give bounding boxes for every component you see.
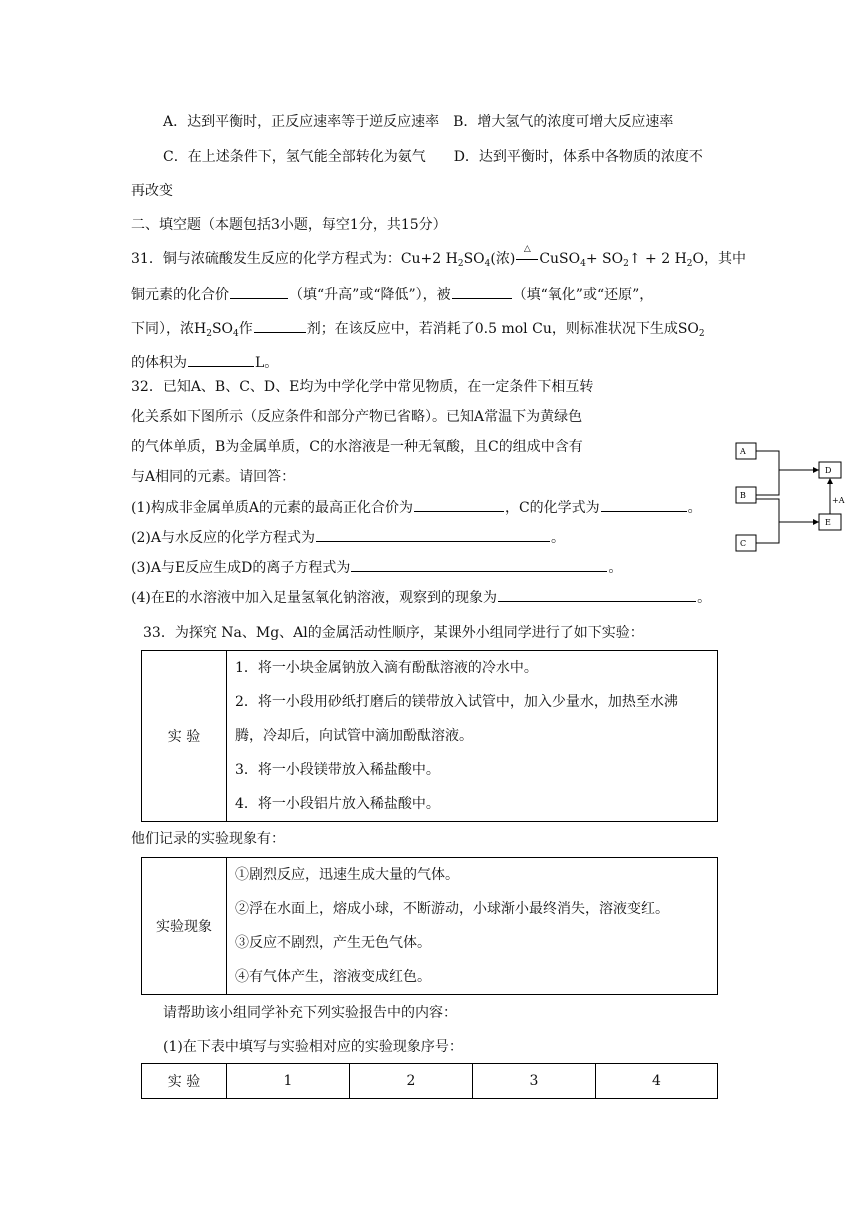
transformation-diagram (735, 440, 847, 558)
experiment-steps (227, 651, 718, 822)
help-text: 请帮助该小组同学补充下列实验报告中的内容： (163, 1005, 457, 1021)
record-text: 他们记录的实验现象有： (131, 831, 285, 847)
experiment-step: 4．将一小段铝片放入稀盐酸中。 (235, 796, 440, 812)
answer-blank[interactable] (498, 587, 696, 602)
experiment-label: 实 验 (142, 651, 227, 822)
observation-list (227, 858, 718, 995)
label-c: C (740, 539, 747, 548)
q32-stem-3: 的气体单质，B为金属单质，C的水溶液是一种无氧酸，且C的组成中含有 (131, 439, 583, 455)
q31-text: (浓) (490, 251, 516, 267)
q31-text: 铜元素的化合价 (131, 287, 229, 303)
q32-stem-2: 化关系如下图所示（反应条件和部分产物已省略）。已知A常温下为黄绿色 (131, 409, 583, 425)
answer-table-label: 实 验 (142, 1064, 227, 1099)
label-b: B (740, 491, 746, 500)
subscript: 2 (457, 259, 464, 269)
q30-option-cd: C．在上述条件下，氢气能全部转化为氨气 D．达到平衡时，体系中各物质的浓度不 (163, 149, 703, 165)
q32-sub1 (131, 497, 702, 518)
experiment-table (141, 650, 718, 822)
q32-sub4 (131, 587, 711, 608)
q32-sub3 (131, 557, 622, 578)
subscript: 4 (233, 329, 239, 339)
q32-text: 。 (608, 560, 623, 576)
q31-text: 的体积为 (131, 355, 187, 371)
q30-option-ab: A．达到平衡时，正反应速率等于逆反应速率 B．增大氢气的浓度可增大反应速率 (163, 114, 674, 130)
q32-text: (1)构成非金属单质A的元素的最高正化合价为 (131, 500, 413, 516)
q33-intro: 33．为探究 Na、Mg、Al的金属活动性顺序，某课外小组同学进行了如下实验： (143, 625, 644, 641)
label-e: E (825, 518, 831, 527)
experiment-step: 2．将一小段用砂纸打磨后的镁带放入试管中，加入少量水，加热至水沸 (235, 694, 678, 710)
q31-line4 (131, 352, 278, 373)
experiment-step: 腾，冷却后，向试管中滴加酚酞溶液。 (235, 728, 473, 744)
box-b (736, 487, 756, 503)
q32-stem-1: 32．已知A、B、C、D、E均为中学化学中常见物质，在一定条件下相互转 (131, 379, 594, 395)
subscript: 4 (484, 259, 491, 269)
q32-text: 。 (550, 530, 565, 546)
answer-blank[interactable] (316, 527, 550, 542)
q31-text: 剂；在该反应中，若消耗了0.5 mol Cu，则标准状况下生成SO (306, 321, 699, 337)
observation-item: ④有气体产生，溶液变成红色。 (235, 969, 431, 985)
q31-text: L。 (255, 355, 279, 371)
connector-c-e (756, 522, 779, 543)
reaction-arrow (515, 244, 539, 269)
heat-condition: △ (523, 244, 531, 254)
q31-text: SO (463, 251, 485, 267)
observation-label: 实验现象 (142, 858, 227, 995)
answer-col-2[interactable]: 2 (350, 1064, 473, 1099)
q32-text: (2)A与水反应的化学方程式为 (131, 530, 315, 546)
answer-blank[interactable] (351, 557, 607, 572)
answer-blank[interactable] (254, 318, 306, 333)
q31-text: + SO (585, 251, 624, 267)
answer-table (141, 1063, 718, 1099)
connector-b-e (756, 499, 819, 522)
observation-item: ②浮在水面上，熔成小球，不断游动，小球渐小最终消失，溶液变红。 (235, 901, 669, 917)
label-a: A (740, 447, 746, 456)
answer-col-3[interactable]: 3 (473, 1064, 596, 1099)
connector-b-d (756, 470, 779, 495)
answer-blank[interactable] (230, 284, 288, 299)
q31-text: ↑ + 2 H (628, 251, 687, 267)
q31-text: SO (211, 321, 234, 337)
label-plus-a: +A (832, 496, 845, 505)
q31-line1 (131, 244, 746, 274)
subscript: 2 (206, 329, 212, 339)
section-header: 二、填空题（本题包括3小题，每空1分，共15分） (131, 217, 447, 233)
q32-stem-4: 与A相同的元素。请回答： (131, 469, 296, 485)
q31-text: O，其中 (692, 251, 746, 267)
answer-col-4[interactable]: 4 (596, 1064, 718, 1099)
q32-text: (3)A与E反应生成D的离子方程式为 (131, 560, 351, 576)
q33-sub1: (1)在下表中填写与实验相对应的实验现象序号： (163, 1039, 463, 1055)
answer-blank[interactable] (452, 284, 512, 299)
q31-text: 下同），浓H (131, 321, 207, 337)
observation-table (141, 857, 718, 995)
answer-blank[interactable] (188, 352, 254, 367)
q31-text: CuSO (539, 251, 581, 267)
subscript: 2 (623, 259, 629, 269)
q31-line2 (131, 284, 653, 305)
label-d: D (825, 466, 832, 475)
q31-text: （填“氧化”或“还原”， (512, 287, 654, 303)
answer-col-1[interactable]: 1 (227, 1064, 350, 1099)
connector-a-d (756, 451, 819, 470)
subscript: 2 (686, 259, 693, 269)
q31-text: 31．铜与浓硫酸发生反应的化学方程式为：Cu+2 H (131, 251, 458, 267)
observation-item: ③反应不剧烈，产生无色气体。 (235, 935, 431, 951)
q31-text: 作 (238, 321, 253, 337)
q31-line3 (131, 318, 705, 344)
subscript: 4 (580, 259, 586, 269)
q32-text: 。 (697, 590, 712, 606)
answer-blank[interactable] (601, 497, 687, 512)
q32-sub2 (131, 527, 565, 548)
observation-item: ①剧烈反应，迅速生成大量的气体。 (235, 867, 459, 883)
q32-text: (4)在E的水溶液中加入足量氢氧化钠溶液，观察到的现象为 (131, 590, 498, 606)
q32-text: ，C的化学式为 (504, 500, 600, 516)
q32-text: 。 (687, 500, 702, 516)
q30-option-cd-cont: 再改变 (131, 183, 173, 199)
subscript: 2 (698, 329, 705, 339)
experiment-step: 3．将一小段镁带放入稀盐酸中。 (235, 762, 440, 778)
experiment-step: 1．将一小块金属钠放入滴有酚酞溶液的冷水中。 (235, 660, 538, 676)
q31-text: （填“升高”或“降低”），被 (289, 287, 451, 303)
answer-blank[interactable] (414, 497, 504, 512)
box-a (736, 443, 756, 459)
